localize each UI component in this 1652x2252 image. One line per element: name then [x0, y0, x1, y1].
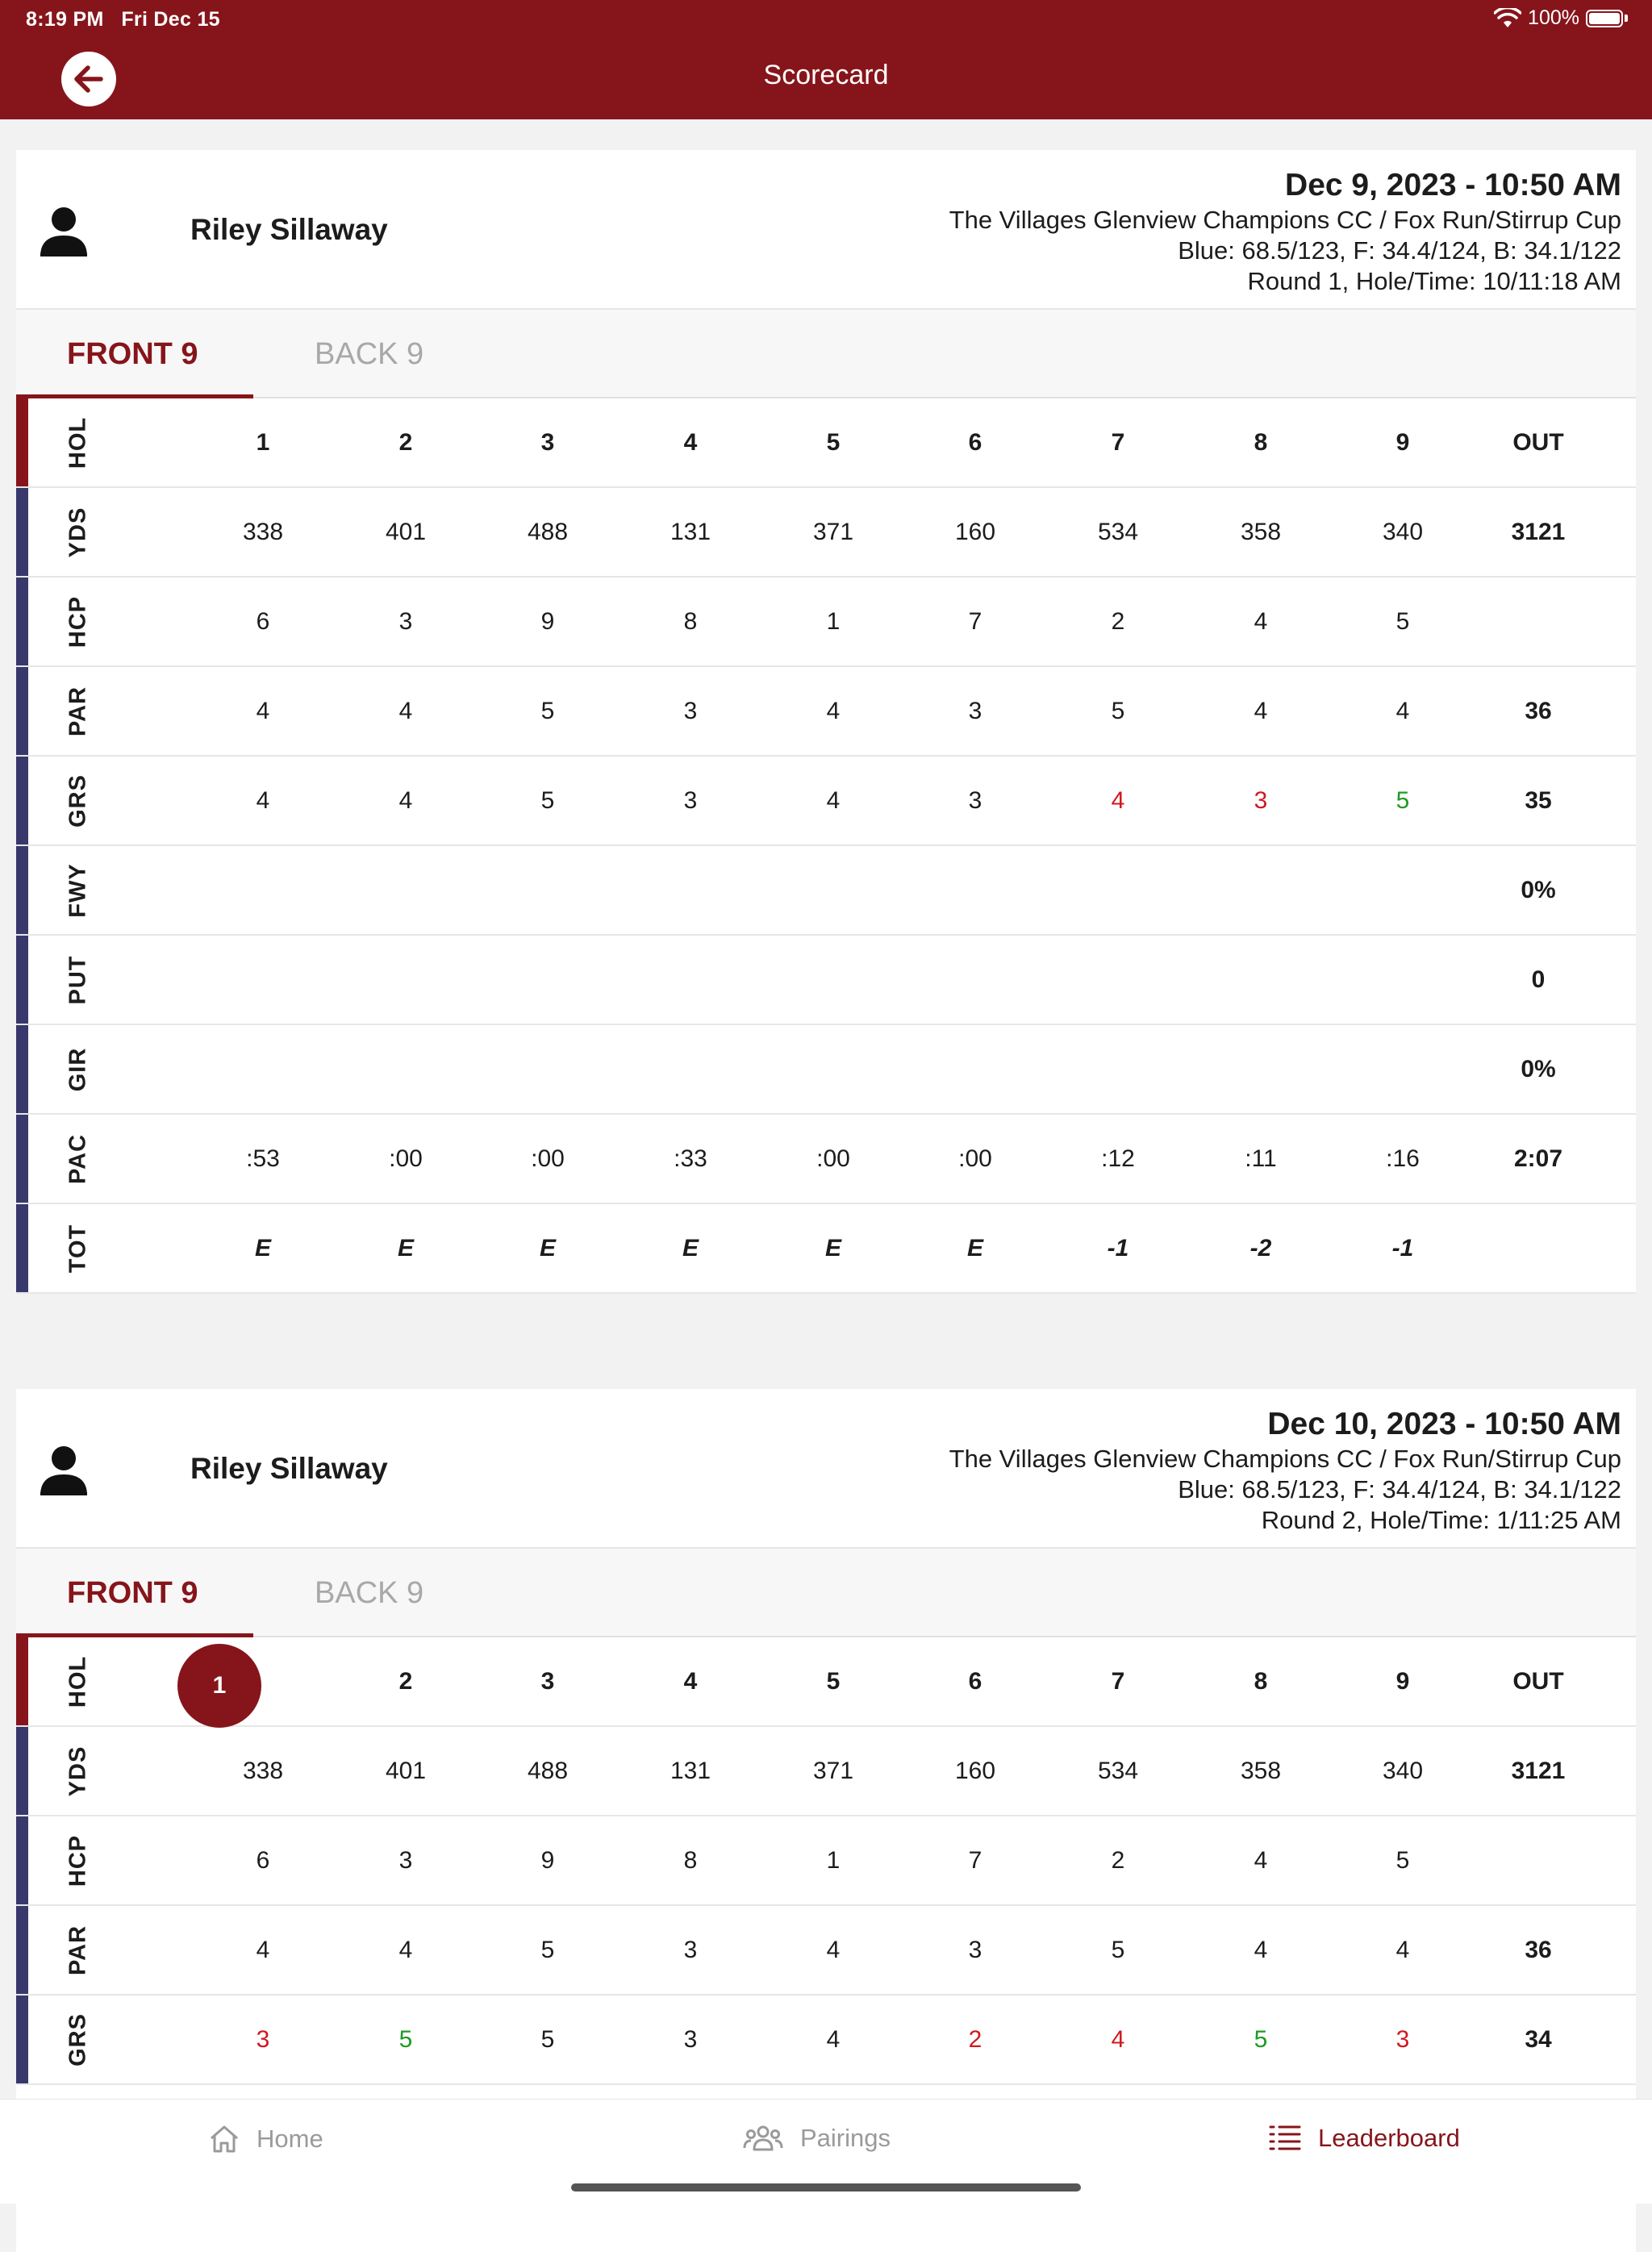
home-indicator [571, 2183, 1081, 2192]
hcp-cell: 4 [1254, 1846, 1268, 1874]
pac-cell: :53 [246, 1145, 280, 1172]
grs-cell: 3 [968, 786, 982, 814]
par-cell: 5 [540, 697, 555, 724]
par-cell: 5 [540, 1936, 555, 1963]
nav-home[interactable] [208, 2124, 323, 2154]
course-name: The Villages Glenview Champions CC / Fox Run/Stirrup Cup [949, 206, 1621, 234]
row-tot [16, 1204, 1636, 1294]
hcp-cell: 9 [540, 1846, 555, 1874]
hcp-cell: 3 [398, 1846, 413, 1874]
tot-cell: -2 [1249, 1234, 1272, 1262]
row-label-grs: GRS [65, 2013, 91, 2066]
nine-tabs [16, 1549, 1636, 1637]
yds-total: 3121 [1511, 1757, 1566, 1784]
row-hol [16, 1637, 1636, 1727]
grs-cell: 4 [826, 786, 841, 814]
round-info [949, 166, 1621, 297]
yds-cell: 371 [812, 1757, 854, 1784]
row-label-grs: GRS [65, 774, 91, 828]
hcp-cell: 9 [540, 607, 555, 635]
grs-cell: 3 [683, 786, 698, 814]
grs-cell: 4 [1111, 786, 1125, 814]
row-fwy [16, 846, 1636, 936]
grs-cell: 3 [683, 2025, 698, 2053]
row-accent-bar [16, 578, 28, 665]
row-accent-bar [16, 846, 28, 934]
tot-cell: E [397, 1234, 414, 1262]
par-cell: 3 [968, 697, 982, 724]
tab-front-9[interactable]: FRONT 9 [67, 337, 198, 371]
pac-cell: :16 [1386, 1145, 1420, 1172]
avatar-icon [39, 206, 89, 260]
round-hole-time: Round 1, Hole/Time: 10/11:18 AM [1247, 267, 1621, 295]
par-total: 36 [1525, 1936, 1552, 1963]
tot-cell: -1 [1391, 1234, 1414, 1262]
tot-cell: E [824, 1234, 841, 1262]
gir-total: 0% [1521, 1055, 1556, 1082]
out-header: OUT [1512, 1667, 1564, 1695]
tot-cell: E [539, 1234, 556, 1262]
yds-cell: 340 [1382, 518, 1424, 545]
row-yds [16, 1727, 1636, 1816]
scorecard-round-1 [16, 150, 1636, 1292]
par-cell: 4 [1395, 697, 1410, 724]
row-label-put: PUT [65, 955, 91, 1005]
yds-cell: 358 [1240, 1757, 1282, 1784]
yds-cell: 358 [1240, 518, 1282, 545]
player-name: Riley Sillaway [190, 1452, 388, 1485]
fwy-total: 0% [1521, 876, 1556, 903]
tot-cell: -1 [1107, 1234, 1129, 1262]
row-accent-bar [16, 1204, 28, 1292]
hcp-cell: 8 [683, 607, 698, 635]
hcp-cell: 6 [256, 607, 270, 635]
par-cell: 4 [1254, 1936, 1268, 1963]
par-total: 36 [1525, 697, 1552, 724]
grs-cell: 3 [1254, 786, 1268, 814]
hcp-cell: 5 [1395, 607, 1410, 635]
hcp-cell: 5 [1395, 1846, 1410, 1874]
grs-cell: 4 [826, 2025, 841, 2053]
row-accent-bar [16, 488, 28, 576]
yds-cell: 338 [242, 518, 284, 545]
nav-pairings-label: Pairings [800, 2124, 891, 2152]
row-label-gir: GIR [65, 1047, 91, 1092]
grs-cell: 4 [1111, 2025, 1125, 2053]
row-grs [16, 1996, 1636, 2085]
grs-cell: 4 [398, 786, 413, 814]
row-label-par: PAR [65, 686, 91, 737]
hole-number: 9 [1395, 428, 1410, 456]
pac-cell: :00 [958, 1145, 992, 1172]
tot-cell: E [682, 1234, 699, 1262]
hcp-total [1474, 578, 1603, 665]
row-label-fwy: FWY [65, 863, 91, 918]
row-label-hol: HOL [65, 1655, 91, 1708]
yds-cell: 160 [954, 518, 996, 545]
row-hcp [16, 1816, 1636, 1906]
wifi-icon [1494, 8, 1521, 29]
yds-cell: 131 [670, 518, 711, 545]
grs-cell: 2 [968, 2025, 982, 2053]
row-accent-bar [16, 1025, 28, 1113]
hcp-cell: 2 [1111, 607, 1125, 635]
pac-cell: :00 [531, 1145, 565, 1172]
row-gir [16, 1025, 1636, 1115]
row-accent-bar [16, 1906, 28, 1994]
hole-number: 3 [540, 428, 555, 456]
row-label-yds: YDS [65, 507, 91, 558]
par-cell: 3 [683, 1936, 698, 1963]
nav-leaderboard[interactable] [1268, 2124, 1460, 2153]
row-accent-bar [16, 936, 28, 1024]
bottom-nav [0, 2099, 1652, 2204]
status-indicators [1494, 6, 1628, 30]
hole-number: 7 [1111, 1667, 1125, 1695]
nine-tabs [16, 310, 1636, 398]
hole-number: 3 [540, 1667, 555, 1695]
row-hcp [16, 578, 1636, 667]
nav-pairings[interactable] [742, 2124, 891, 2153]
course-ratings: Blue: 68.5/123, F: 34.4/124, B: 34.1/122 [1178, 236, 1621, 265]
hcp-cell: 2 [1111, 1846, 1125, 1874]
row-yds [16, 488, 1636, 578]
current-hole-marker: 1 [177, 1644, 261, 1728]
row-accent-bar [16, 1996, 28, 2083]
hcp-cell: 7 [968, 1846, 982, 1874]
people-icon [742, 2124, 784, 2153]
round-date: Dec 9, 2023 - 10:50 AM [1285, 168, 1621, 202]
row-par [16, 667, 1636, 757]
yds-cell: 340 [1382, 1757, 1424, 1784]
round-hole-time: Round 2, Hole/Time: 1/11:25 AM [1261, 1506, 1621, 1534]
hcp-cell: 1 [826, 607, 841, 635]
pac-cell: :33 [674, 1145, 707, 1172]
par-cell: 4 [1254, 697, 1268, 724]
tot-cell: E [966, 1234, 983, 1262]
par-cell: 4 [826, 1936, 841, 1963]
pac-cell: :00 [816, 1145, 850, 1172]
par-cell: 4 [826, 697, 841, 724]
row-label-hcp: HCP [65, 595, 91, 648]
pac-cell: :00 [389, 1145, 423, 1172]
hcp-total [1474, 1816, 1603, 1904]
row-accent-bar [16, 757, 28, 844]
grs-cell: 5 [1254, 2025, 1268, 2053]
tab-front-9[interactable]: FRONT 9 [67, 1576, 198, 1610]
grs-cell: 5 [540, 2025, 555, 2053]
hole-number: 8 [1254, 428, 1268, 456]
hole-number: 7 [1111, 428, 1125, 456]
par-cell: 4 [398, 1936, 413, 1963]
yds-cell: 488 [527, 518, 569, 545]
yds-cell: 401 [385, 518, 427, 545]
round-date: Dec 10, 2023 - 10:50 AM [1267, 1407, 1621, 1441]
par-cell: 3 [968, 1936, 982, 1963]
card-header [16, 1389, 1636, 1549]
hole-number: 5 [826, 428, 841, 456]
yds-cell: 488 [527, 1757, 569, 1784]
hcp-cell: 3 [398, 607, 413, 635]
row-accent-bar [16, 1816, 28, 1904]
row-accent-bar [16, 1727, 28, 1815]
row-accent-bar [16, 1637, 28, 1725]
round-info [949, 1405, 1621, 1536]
par-cell: 4 [1395, 1936, 1410, 1963]
grs-cell: 3 [1395, 2025, 1410, 2053]
hcp-cell: 4 [1254, 607, 1268, 635]
par-cell: 3 [683, 697, 698, 724]
page-title: Scorecard [763, 60, 889, 90]
put-total: 0 [1531, 965, 1546, 993]
row-accent-bar [16, 667, 28, 755]
yds-cell: 401 [385, 1757, 427, 1784]
par-cell: 5 [1111, 1936, 1125, 1963]
top-bar [0, 0, 1652, 119]
row-par [16, 1906, 1636, 1996]
battery-percent: 100% [1528, 6, 1579, 29]
yds-cell: 160 [954, 1757, 996, 1784]
hole-number: 2 [398, 1667, 413, 1695]
hole-number: 1 [256, 428, 270, 456]
nav-home-label: Home [257, 2125, 323, 2153]
yds-cell: 338 [242, 1757, 284, 1784]
yds-cell: 534 [1097, 518, 1139, 545]
row-put [16, 936, 1636, 1025]
hcp-cell: 6 [256, 1846, 270, 1874]
score-table [16, 1637, 1636, 2085]
yds-cell: 371 [812, 518, 854, 545]
grs-total: 34 [1525, 2025, 1552, 2053]
par-cell: 4 [398, 697, 413, 724]
row-accent-bar [16, 1115, 28, 1203]
hole-number: 6 [968, 428, 982, 456]
row-label-tot: TOT [65, 1224, 91, 1274]
player-name: Riley Sillaway [190, 213, 388, 246]
row-label-pac: PAC [65, 1133, 91, 1185]
tab-back-9[interactable]: BACK 9 [315, 337, 424, 371]
par-cell: 5 [1111, 697, 1125, 724]
battery-icon [1586, 10, 1628, 27]
row-accent-bar [16, 398, 28, 486]
row-label-par: PAR [65, 1925, 91, 1976]
yds-cell: 534 [1097, 1757, 1139, 1784]
hole-number: 2 [398, 428, 413, 456]
grs-cell: 5 [1395, 786, 1410, 814]
row-pac [16, 1115, 1636, 1204]
hole-number: 9 [1395, 1667, 1410, 1695]
hole-number: 4 [683, 428, 698, 456]
card-header [16, 150, 1636, 310]
hole-number: 4 [683, 1667, 698, 1695]
avatar-icon [39, 1445, 89, 1499]
par-cell: 4 [256, 697, 270, 724]
pac-total: 2:07 [1513, 1145, 1563, 1172]
grs-cell: 5 [540, 786, 555, 814]
course-ratings: Blue: 68.5/123, F: 34.4/124, B: 34.1/122 [1178, 1475, 1621, 1503]
hole-number: 8 [1254, 1667, 1268, 1695]
home-icon [208, 2124, 240, 2154]
nav-leaderboard-label: Leaderboard [1318, 2124, 1460, 2152]
list-icon [1268, 2124, 1302, 2153]
tot-cell: E [254, 1234, 271, 1262]
out-header: OUT [1512, 428, 1564, 456]
hole-number: 6 [968, 1667, 982, 1695]
row-label-yds: YDS [65, 1745, 91, 1797]
par-cell: 4 [256, 1936, 270, 1963]
row-label-hol: HOL [65, 416, 91, 469]
pac-cell: :11 [1245, 1145, 1277, 1172]
yds-total: 3121 [1511, 518, 1566, 545]
grs-total: 35 [1525, 786, 1552, 814]
pac-cell: :12 [1101, 1145, 1135, 1172]
tab-back-9[interactable]: BACK 9 [315, 1576, 424, 1610]
grs-cell: 5 [398, 2025, 413, 2053]
yds-cell: 131 [670, 1757, 711, 1784]
hcp-cell: 7 [968, 607, 982, 635]
row-hol [16, 398, 1636, 488]
status-time: 8:19 PM Fri Dec 15 [26, 8, 220, 31]
row-label-hcp: HCP [65, 1834, 91, 1887]
row-grs [16, 757, 1636, 846]
score-table [16, 398, 1636, 1294]
hole-number: 5 [826, 1667, 841, 1695]
grs-cell: 4 [256, 786, 270, 814]
course-name: The Villages Glenview Champions CC / Fox Run/Stirrup Cup [949, 1445, 1621, 1473]
hcp-cell: 1 [826, 1846, 841, 1874]
grs-cell: 3 [256, 2025, 270, 2053]
hcp-cell: 8 [683, 1846, 698, 1874]
